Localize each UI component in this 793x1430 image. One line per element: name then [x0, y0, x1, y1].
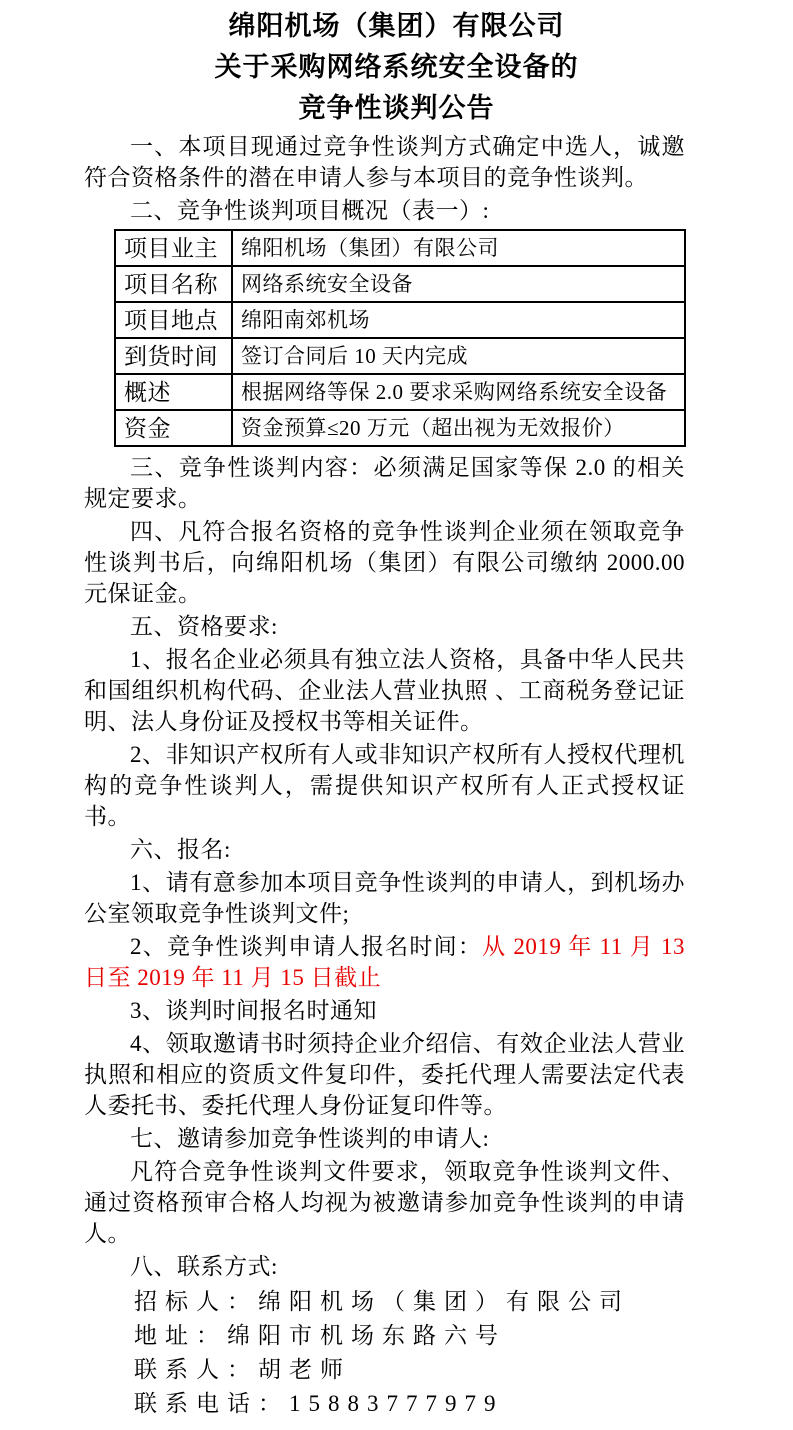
section-4-paragraph: 四、凡符合报名资格的竞争性谈判企业须在领取竞争性谈判书后，向绵阳机场（集团）有限公司缴纳 2000.00 元保证金。 [84, 519, 685, 606]
section-6-item-4: 4、领取邀请书时须持企业介绍信、有效企业法人营业执照和相应的资质文件复印件，委托代理人需要法定代表人委托书、委托代理人身份证复印件等。 [84, 1031, 685, 1118]
row-label-cell: 概述 [115, 374, 232, 410]
row-label-cell: 到货时间 [115, 338, 232, 374]
row-label-cell: 项目地点 [115, 302, 232, 338]
row-value-cell: 签订合同后 10 天内完成 [232, 338, 685, 374]
section-5-item-1: 1、报名企业必须具有独立法人资格，具备中华人民共和国组织机构代码、企业法人营业执照 、工商税务登记证明、法人身份证及授权书等相关证件。 [84, 647, 685, 734]
contact-address-line: 地址：绵阳市机场东路六号 [134, 1323, 506, 1348]
section-5-heading: 五、资格要求: [130, 614, 278, 639]
table-row-overview [115, 374, 685, 410]
registration-time-label: 2、竞争性谈判申请人报名时间： [130, 934, 483, 959]
section-5-item-2: 2、非知识产权所有人或非知识产权所有人授权代理机构的竞争性谈判人，需提供知识产权所有人正式授权证书。 [84, 742, 685, 829]
table-row-project-name [115, 266, 685, 302]
contact-bidder-line: 招标人：绵阳机场（集团）有限公司 [134, 1289, 630, 1314]
row-label-cell: 资金 [115, 410, 232, 446]
contact-phone-line: 联系电话：15883777979 [134, 1391, 504, 1416]
row-value-cell: 根据网络等保 2.0 要求采购网络系统安全设备 [232, 374, 685, 410]
section-8-heading: 八、联系方式: [130, 1254, 278, 1279]
doc-title-line-company: 绵阳机场（集团）有限公司 [228, 11, 565, 41]
project-overview-table [114, 229, 686, 447]
section-6-item-1: 1、请有意参加本项目竞争性谈判的申请人，到机场办公室领取竞争性谈判文件; [84, 870, 685, 926]
table-row-location [115, 302, 685, 338]
section-2-heading: 二、竞争性谈判项目概况（表一）: [130, 198, 490, 223]
section-3-paragraph: 三、竞争性谈判内容：必须满足国家等保 2.0 的相关规定要求。 [84, 455, 685, 511]
document-body [84, 131, 685, 1420]
section-6-item-3: 3、谈判时间报名时通知 [130, 998, 377, 1023]
row-value-cell: 绵阳南郊机场 [232, 302, 685, 338]
row-value-cell: 绵阳机场（集团）有限公司 [232, 230, 685, 266]
contact-block [134, 1285, 685, 1420]
registration-deadline-text: 从 2019 年 11 月 13 日至 2019 年 11 月 15 日截止 [84, 934, 685, 990]
doc-title-line-notice-type: 竞争性谈判公告 [298, 93, 495, 123]
row-value-cell: 网络系统安全设备 [232, 266, 685, 302]
section-1-paragraph: 一、本项目现通过竞争性谈判方式确定中选人，诚邀符合资格条件的潜在申请人参与本项目的竞争性谈判。 [84, 134, 685, 190]
section-6-heading: 六、报名: [130, 837, 231, 862]
table-row-budget [115, 410, 685, 446]
doc-title-line-subject: 关于采购网络系统安全设备的 [214, 52, 579, 82]
contact-person-line: 联系人：胡老师 [134, 1357, 351, 1382]
section-6-item-2 [84, 931, 685, 993]
section-7-heading: 七、邀请参加竞争性谈判的申请人: [130, 1126, 490, 1151]
table-row-delivery-time [115, 338, 685, 374]
table-row-owner [115, 230, 685, 266]
section-7-paragraph: 凡符合竞争性谈判文件要求，领取竞争性谈判文件、通过资格预审合格人均视为被邀请参加竞争性谈判的申请人。 [84, 1159, 685, 1246]
row-label-cell: 项目业主 [115, 230, 232, 266]
row-value-cell: 资金预算≤20 万元（超出视为无效报价） [232, 410, 685, 446]
document-title [0, 6, 793, 129]
row-label-cell: 项目名称 [115, 266, 232, 302]
